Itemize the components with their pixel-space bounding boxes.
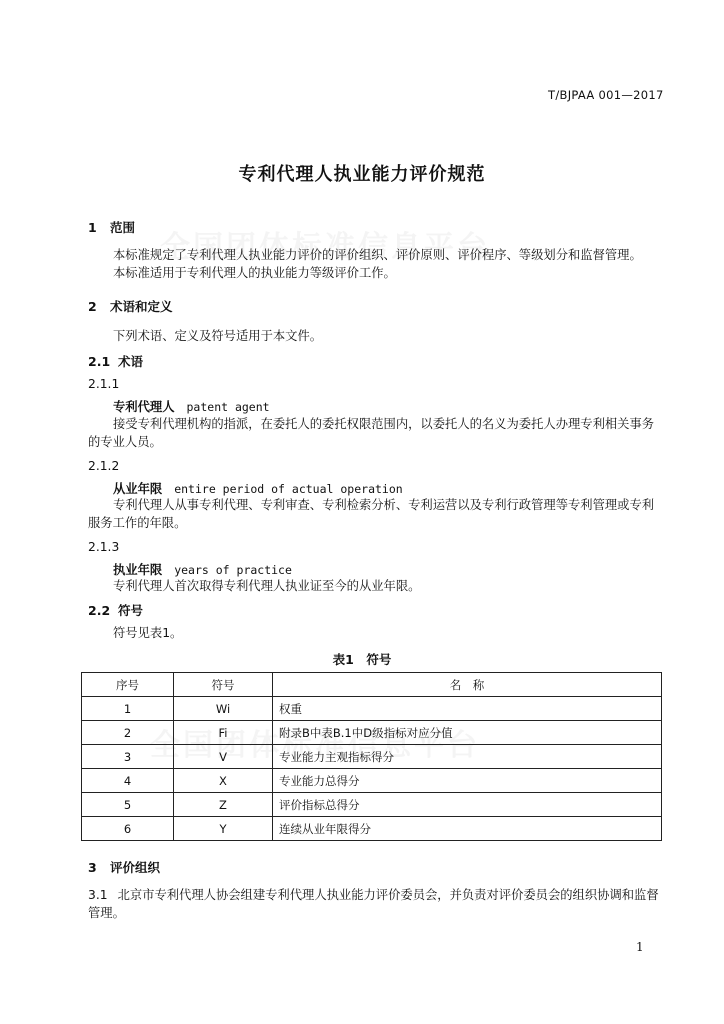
section-number: 3	[88, 860, 97, 875]
section-2-heading	[88, 297, 173, 315]
section-number: 2.2	[88, 603, 111, 618]
table-cell: 附录B中表B.1中D级指标对应分值	[273, 721, 662, 745]
section-number: 1	[88, 220, 97, 235]
symbols-intro: 符号见表1。	[113, 626, 183, 640]
table-row	[82, 769, 662, 793]
table-caption: 表1 符号	[332, 652, 392, 667]
document-title: 专利代理人执业能力评价规范	[238, 164, 486, 185]
column-header: 序号	[82, 673, 174, 697]
standard-code: T/BJPAA 001—2017	[548, 88, 664, 102]
table-cell: 评价指标总得分	[273, 793, 662, 817]
column-header: 符号	[174, 673, 273, 697]
page-number: 1	[636, 940, 644, 954]
clause-text: 北京市专利代理人协会组建专利代理人执业能力评价委员会，并负责对评价委员会的组织协调和监督管理。	[88, 888, 659, 920]
table-cell: 1	[82, 697, 174, 721]
table-row	[82, 721, 662, 745]
scope-paragraph-1: 本标准规定了专利代理人执业能力评价的评价组织、评价原则、评价程序、等级划分和监督管理。	[113, 248, 642, 262]
table-cell: 专业能力总得分	[273, 769, 662, 793]
term-english: years of practice	[174, 563, 292, 577]
section-1-heading	[88, 218, 135, 236]
term-3-number: 2.1.3	[88, 540, 120, 554]
table-cell: 权重	[273, 697, 662, 721]
column-header: 名 称	[273, 673, 662, 697]
clause-number: 3.1	[88, 888, 108, 902]
table-cell: 6	[82, 817, 174, 841]
table-cell: 连续从业年限得分	[273, 817, 662, 841]
term-english: entire period of actual operation	[174, 482, 403, 496]
section-2-2-heading	[88, 601, 143, 619]
section-title: 术语	[118, 354, 144, 369]
term-1-definition: 接受专利代理机构的指派，在委托人的委托权限范围内，以委托人的名义为委托人办理专利相关事务的专业人员。	[88, 417, 655, 449]
table-cell: 3	[82, 745, 174, 769]
table-cell: X	[174, 769, 273, 793]
section-title: 范围	[110, 220, 136, 235]
term-1-heading	[113, 398, 270, 416]
term-chinese: 执业年限	[113, 563, 163, 577]
table-cell: Y	[174, 817, 273, 841]
section-3-heading	[88, 858, 160, 876]
table-row	[82, 697, 662, 721]
table-cell: V	[174, 745, 273, 769]
term-chinese: 专利代理人	[113, 400, 175, 414]
term-english: patent agent	[186, 400, 270, 414]
clause-3-1	[88, 886, 662, 922]
table-cell: Z	[174, 793, 273, 817]
table-cell: 专业能力主观指标得分	[273, 745, 662, 769]
table-cell: Fi	[174, 721, 273, 745]
term-3-definition: 专利代理人首次取得专利代理人执业证至今的从业年限。	[113, 579, 421, 593]
table-header-row	[82, 673, 662, 697]
section-2-1-heading	[88, 352, 143, 370]
table-cell: 5	[82, 793, 174, 817]
terms-intro: 下列术语、定义及符号适用于本文件。	[113, 329, 323, 343]
table-cell: Wi	[174, 697, 273, 721]
table-cell: 4	[82, 769, 174, 793]
table-row	[82, 817, 662, 841]
section-number: 2.1	[88, 354, 111, 369]
term-1-number: 2.1.1	[88, 377, 120, 391]
table-cell: 2	[82, 721, 174, 745]
section-title: 评价组织	[110, 860, 161, 875]
section-title: 术语和定义	[110, 299, 173, 314]
section-number: 2	[88, 299, 97, 314]
term-chinese: 从业年限	[113, 482, 163, 496]
scope-paragraph-2: 本标准适用于专利代理人的执业能力等级评价工作。	[113, 266, 396, 280]
section-title: 符号	[118, 603, 144, 618]
term-2-definition: 专利代理人从事专利代理、专利审查、专利检索分析、专利运营以及专利行政管理等专利管理或专利服务工作的年限。	[88, 498, 655, 530]
symbols-table	[81, 672, 662, 841]
table-row	[82, 793, 662, 817]
table-row	[82, 745, 662, 769]
term-2-number: 2.1.2	[88, 459, 120, 473]
